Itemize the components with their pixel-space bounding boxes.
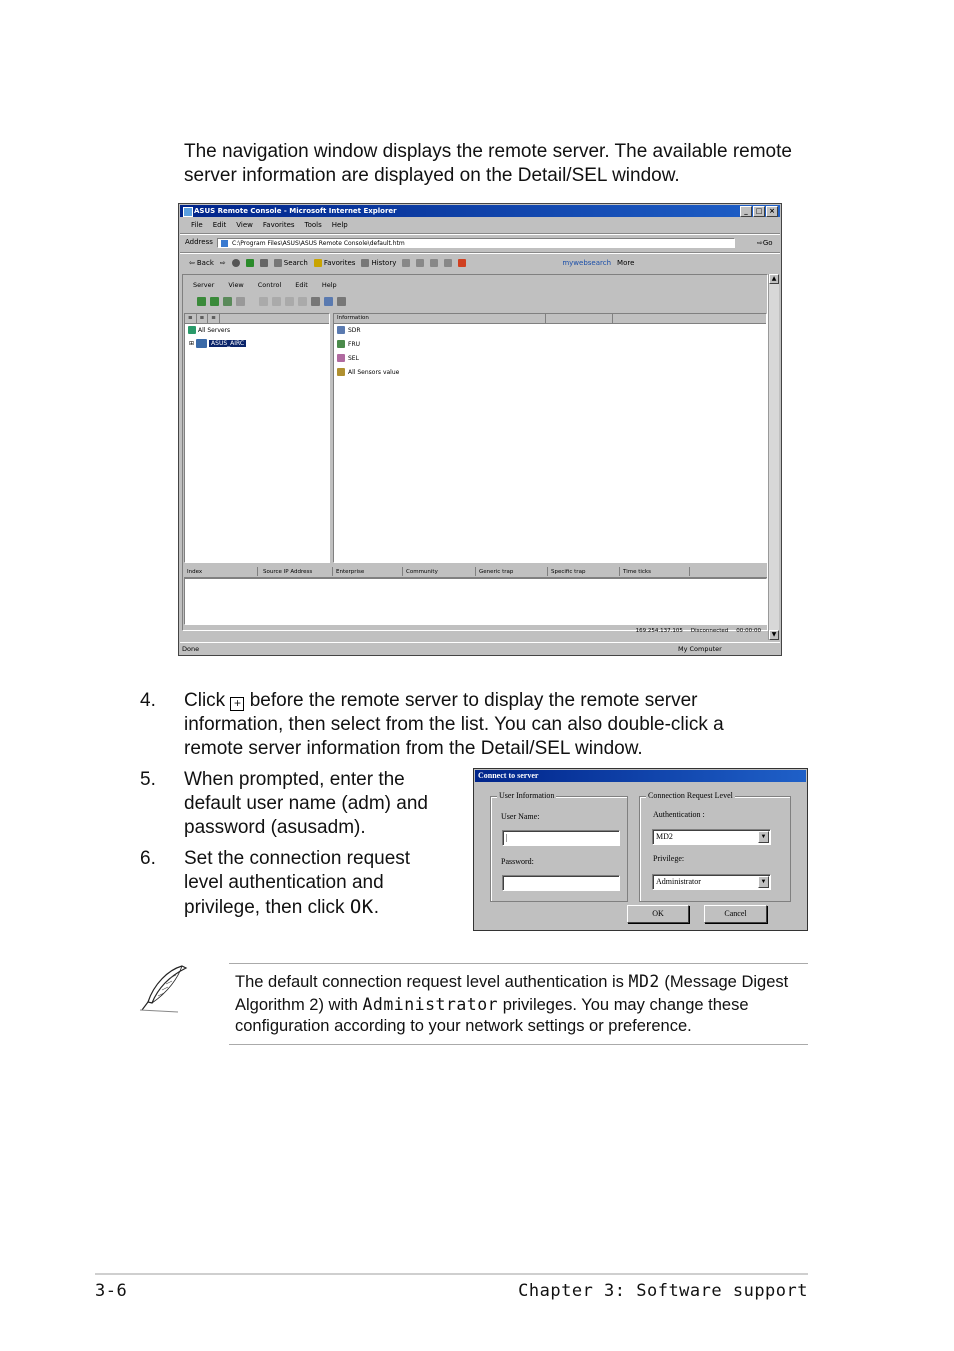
remote-console-content: [182, 274, 768, 634]
step-number: 6.: [140, 848, 156, 869]
fru-icon: [337, 340, 345, 348]
privilege-label: Privilege:: [653, 854, 685, 863]
authentication-label: Authentication :: [653, 810, 705, 819]
ie-status-bar: [180, 642, 780, 655]
more-button[interactable]: More: [617, 259, 635, 267]
header-button[interactable]: ≡: [197, 314, 209, 323]
divider: [180, 233, 780, 235]
sel-icon: [337, 354, 345, 362]
user-name-label: User Name:: [501, 812, 540, 821]
ie-menu-bar: [191, 221, 348, 229]
connect-dialog-screenshot: [473, 768, 808, 931]
info-item-sdr[interactable]: SDR: [337, 326, 361, 334]
col-generic-trap[interactable]: Generic trap: [476, 567, 548, 576]
app-menu-help[interactable]: Help: [321, 281, 337, 289]
go-button[interactable]: ⇨Go: [757, 239, 773, 247]
maximize-icon[interactable]: □: [753, 206, 765, 217]
app-menu-control[interactable]: Control: [257, 281, 282, 289]
connection-level-label: Connection Request Level: [648, 791, 733, 800]
detail-sel-pane: [333, 313, 767, 563]
address-value: C:\Program Files\ASUS\ASUS Remote Console\default.htm: [232, 240, 405, 247]
page-icon: [221, 240, 228, 247]
password-input[interactable]: [502, 875, 620, 891]
menu-file[interactable]: File: [191, 221, 203, 229]
history-icon: [361, 259, 369, 267]
step-4-text: Click + before the remote server to display the remote server information, then select from the list. You can also double-click a remote server information from the Detail/SEL window.: [184, 690, 724, 759]
menu-tools[interactable]: Tools: [304, 221, 322, 229]
cancel-button[interactable]: Cancel: [704, 905, 767, 923]
refresh-server-icon[interactable]: [223, 297, 232, 306]
network-icon[interactable]: [324, 297, 333, 306]
chevron-down-icon[interactable]: ▼: [758, 831, 769, 843]
ie-toolbar: [189, 257, 775, 269]
app-menu-view[interactable]: View: [228, 281, 244, 289]
col-index[interactable]: Index: [184, 567, 258, 576]
properties-icon[interactable]: [285, 297, 294, 306]
trap-table-header: [184, 567, 767, 578]
sdr-icon: [337, 326, 345, 334]
chapter-title: Chapter 3: Software support: [518, 1281, 808, 1301]
step-number: 5.: [140, 769, 156, 790]
menu-view[interactable]: View: [236, 221, 253, 229]
refresh-icon[interactable]: [246, 259, 254, 267]
header-button[interactable]: ≡: [208, 314, 220, 323]
authentication-select[interactable]: MD2 ▼: [652, 829, 771, 845]
col-specific-trap[interactable]: Specific trap: [548, 567, 620, 576]
information-column: Information: [334, 314, 546, 323]
note-top-rule: [229, 963, 808, 964]
ie-title-text: ASUS Remote Console - Microsoft Internet Explorer: [194, 207, 397, 215]
menu-favorites[interactable]: Favorites: [262, 221, 295, 229]
expand-box-icon: +: [230, 697, 244, 711]
app-toolbar: [197, 297, 346, 306]
connect-icon[interactable]: [197, 297, 206, 306]
ie-window-screenshot: [178, 203, 782, 656]
divider: [180, 252, 780, 254]
scroll-up-icon[interactable]: ▲: [769, 274, 779, 284]
header-button[interactable]: ≡: [185, 314, 197, 323]
navigation-pane: [184, 313, 330, 563]
app-menu-edit[interactable]: Edit: [295, 281, 308, 289]
back-button[interactable]: ⇦ Back: [189, 259, 214, 267]
note-bottom-rule: [229, 1044, 808, 1045]
history-button[interactable]: History: [361, 259, 396, 267]
chevron-down-icon[interactable]: ▼: [758, 876, 769, 888]
status-time: 00:00:00: [736, 628, 761, 634]
forward-button[interactable]: ⇨: [219, 259, 226, 267]
dialog-title: Connect to server: [475, 770, 806, 782]
trap-table-body: [184, 578, 767, 625]
minimize-icon[interactable]: _: [740, 206, 752, 217]
step-5-text: When prompted, enter the default user name (adm) and password (asusadm).: [184, 769, 428, 838]
detail-sel-header: [334, 314, 766, 324]
vertical-scrollbar[interactable]: [768, 274, 779, 640]
status-zone: My Computer: [678, 645, 722, 653]
page-number: 3-6: [95, 1281, 128, 1301]
mail-icon[interactable]: [402, 259, 410, 267]
step-number: 4.: [140, 690, 156, 711]
tree-item-server[interactable]: ⊞ ASUS_AIRC: [189, 340, 245, 347]
home-icon[interactable]: [260, 259, 268, 267]
remove-server-icon[interactable]: [272, 297, 281, 306]
col-enterprise[interactable]: Enterprise: [333, 567, 403, 576]
settings-icon[interactable]: [298, 297, 307, 306]
favorites-icon: [314, 259, 322, 267]
step-6-text: Set the connection request level authentication and privilege, then click OK.: [184, 848, 411, 918]
tool-icon[interactable]: [311, 297, 320, 306]
privilege-select[interactable]: Administrator ▼: [652, 874, 771, 890]
print-icon[interactable]: [416, 259, 424, 267]
footer-rule: [95, 1273, 808, 1275]
server-icon: [196, 339, 207, 348]
ie-app-icon: [183, 207, 193, 217]
disconnect-icon[interactable]: [210, 297, 219, 306]
favorites-button[interactable]: Favorites: [314, 259, 356, 267]
discuss-icon[interactable]: [444, 259, 452, 267]
navigation-pane-header: [185, 314, 329, 324]
app-menu-bar: [193, 281, 337, 289]
close-icon[interactable]: ×: [766, 206, 778, 217]
add-server-icon[interactable]: [259, 297, 268, 306]
ie-title-bar: [180, 205, 780, 217]
scroll-down-icon[interactable]: ▼: [769, 630, 779, 640]
app-menu-server[interactable]: Server: [193, 281, 215, 289]
note-feather-icon: [138, 962, 194, 1016]
col-time-ticks[interactable]: Time ticks: [620, 567, 690, 576]
messenger-icon[interactable]: [458, 259, 466, 267]
info-item-sensors[interactable]: All Sensors value: [337, 368, 399, 376]
tree-item-all-servers[interactable]: All Servers: [188, 326, 230, 334]
edit-icon[interactable]: [430, 259, 438, 267]
note-text: The default connection request level authentication is MD2 (Message Digest Algorithm 2) with Administrator privileges. You may change these configuration according to your network settings or preference.: [235, 972, 789, 1035]
user-info-label: User Information: [499, 791, 555, 800]
search-icon: [274, 259, 282, 267]
password-label: Password:: [501, 857, 534, 866]
status-connection: Disconnected: [690, 628, 729, 634]
power-icon[interactable]: [236, 297, 245, 306]
address-label: Address: [185, 238, 213, 246]
stop-icon[interactable]: [232, 259, 240, 267]
mywebsearch-link[interactable]: mywebsearch: [562, 259, 612, 267]
col-source-ip[interactable]: Source IP Address: [260, 567, 333, 576]
sensors-icon: [337, 368, 345, 376]
user-name-input[interactable]: |: [502, 830, 620, 846]
info-item-fru[interactable]: FRU: [337, 340, 360, 348]
expand-icon[interactable]: ⊞: [189, 340, 195, 347]
ok-button[interactable]: OK: [627, 905, 689, 923]
status-done: Done: [182, 645, 200, 653]
intro-paragraph: The navigation window displays the remote server. The available remote server information are displayed on the Detail/SEL window.: [184, 141, 792, 186]
address-input[interactable]: [217, 238, 735, 248]
app-status-bar: [636, 628, 761, 634]
servers-icon: [188, 326, 196, 334]
info-item-sel[interactable]: SEL: [337, 354, 359, 362]
search-button[interactable]: Search: [274, 259, 308, 267]
menu-help[interactable]: Help: [331, 221, 348, 229]
col-community[interactable]: Community: [403, 567, 476, 576]
status-ip: 169.254.137.105: [635, 628, 683, 634]
window-icon[interactable]: [337, 297, 346, 306]
menu-edit[interactable]: Edit: [212, 221, 227, 229]
